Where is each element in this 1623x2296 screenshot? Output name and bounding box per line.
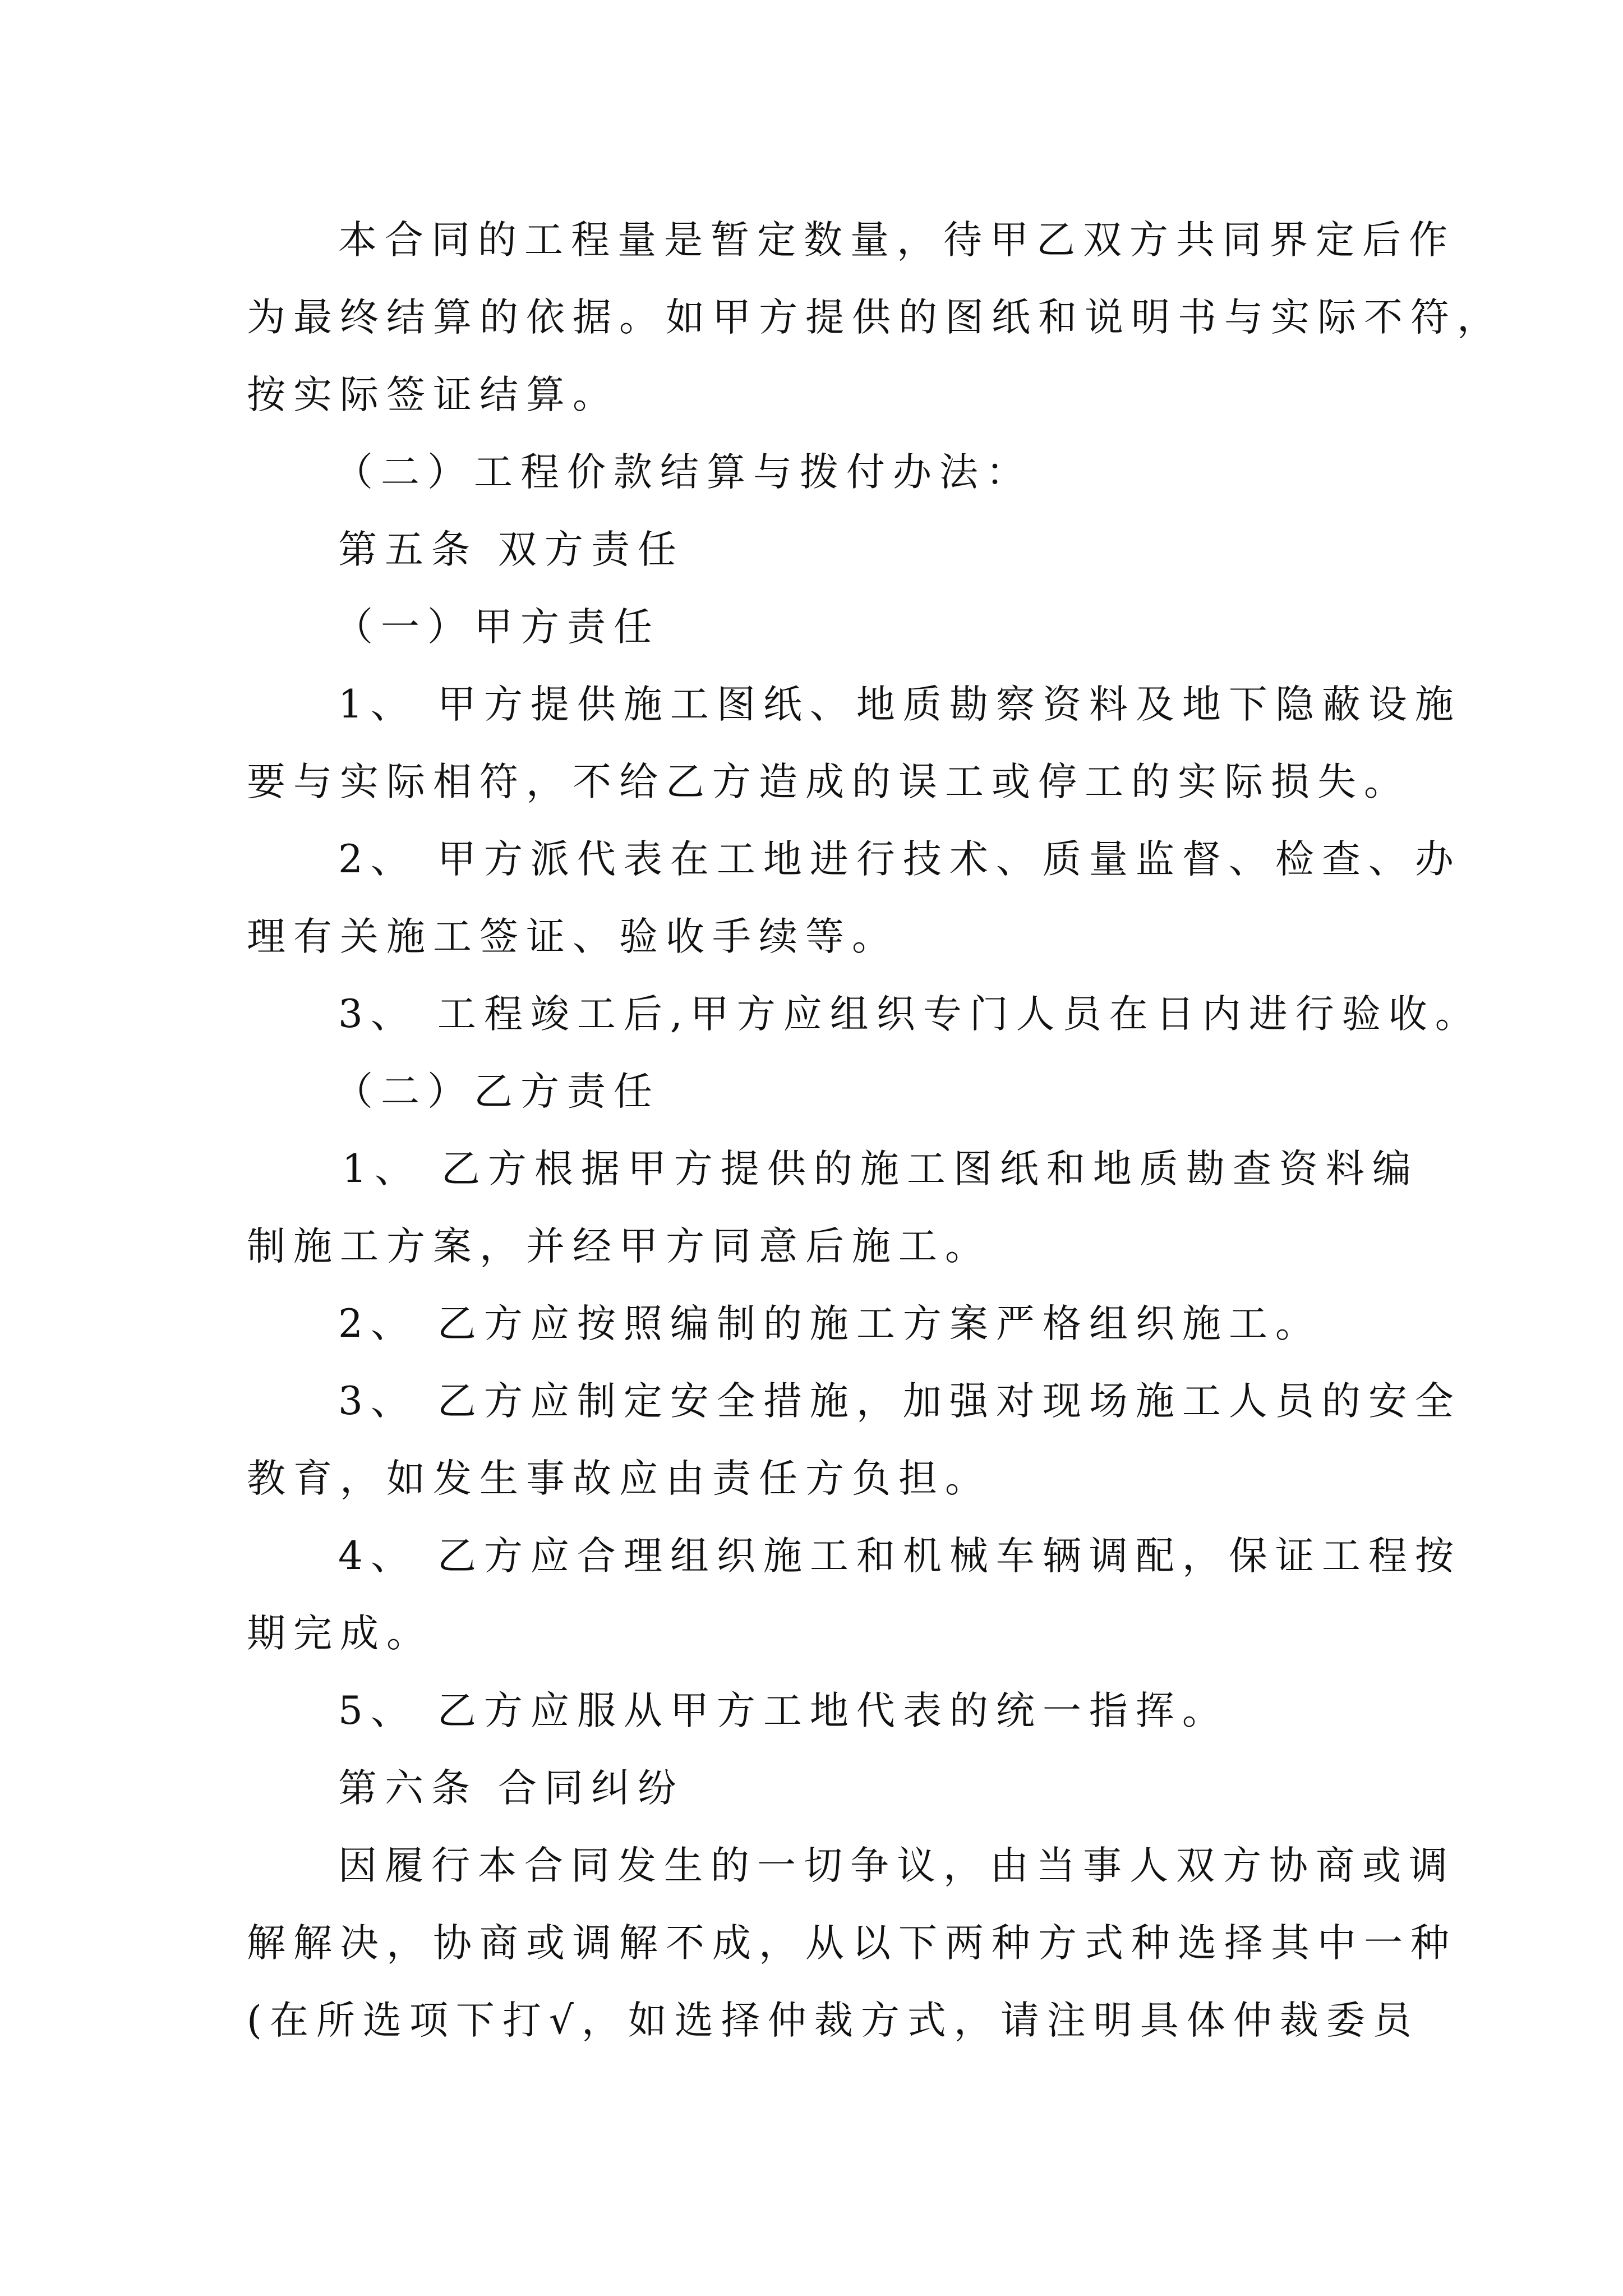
paragraph-line: 为最终结算的依据。如甲方提供的图纸和说明书与实际不符， [247, 295, 1504, 340]
paragraph-line: 2、 甲方派代表在工地进行技术、质量监督、检查、办 [338, 837, 1461, 882]
section-heading: （一）甲方责任 [334, 605, 660, 650]
paragraph-line: 5、 乙方应服从甲方工地代表的统一指挥。 [338, 1688, 1229, 1733]
paragraph-line: 3、 乙方应制定安全措施，加强对现场施工人员的安全 [338, 1379, 1461, 1424]
paragraph-line: 按实际签证结算。 [247, 372, 619, 417]
paragraph-line: 期完成。 [247, 1611, 433, 1656]
paragraph-line: 制施工方案，并经甲方同意后施工。 [247, 1224, 992, 1269]
paragraph-line: 本合同的工程量是暂定数量，待甲乙双方共同界定后作 [338, 218, 1455, 263]
paragraph-line: 教育，如发生事故应由责任方负担。 [247, 1456, 992, 1501]
paragraph-line: 1、 甲方提供施工图纸、地质勘察资料及地下隐蔽设施 [338, 682, 1461, 727]
section-heading: （二）工程价款结算与拨付办法： [334, 450, 1032, 495]
paragraph-line: 3、 工程竣工后,甲方应组织专门人员在日内进行验收。 [338, 992, 1482, 1037]
paragraph-line: 1、 乙方根据甲方提供的施工图纸和地质勘查资料编 [342, 1147, 1419, 1191]
section-heading: （二）乙方责任 [334, 1069, 660, 1114]
paragraph-line: 解解决，协商或调解不成，从以下两种方式种选择其中一种 [247, 1921, 1457, 1966]
paragraph-line: 因履行本合同发生的一切争议，由当事人双方协商或调 [338, 1843, 1455, 1888]
paragraph-line: 要与实际相符，不给乙方造成的误工或停工的实际损失。 [247, 760, 1410, 804]
article-heading: 第五条 双方责任 [338, 527, 684, 572]
paragraph-line: 4、 乙方应合理组织施工和机械车辆调配，保证工程按 [338, 1534, 1461, 1579]
paragraph-line: 2、 乙方应按照编制的施工方案严格组织施工。 [338, 1301, 1322, 1346]
paragraph-line: 理有关施工签证、验收手续等。 [247, 914, 898, 959]
paragraph-line: (在所选项下打√，如选择仲裁方式，请注明具体仲裁委员 [247, 1998, 1419, 2043]
article-heading: 第六条 合同纠纷 [338, 1766, 684, 1811]
